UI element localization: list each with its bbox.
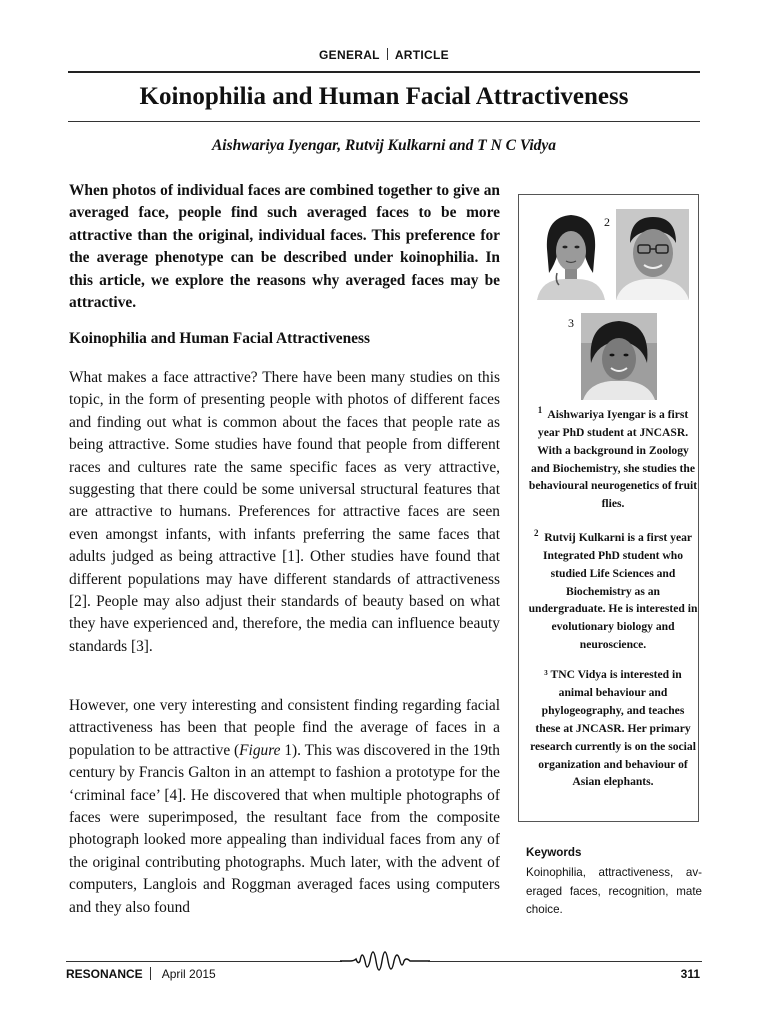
header-rule — [68, 71, 700, 73]
author-bio-1 — [528, 402, 698, 513]
author-bio-3 — [528, 666, 698, 791]
author-photo-1 — [533, 209, 608, 300]
body-paragraph-1 — [69, 367, 500, 658]
paragraph-text — [69, 695, 500, 919]
bio-text: Aishwariya Iyengar is a first year PhD student at JNCASR. With a background in Zoology and Biochemistry, she studies the behavioural neurogenetics of fruit flies. — [528, 407, 698, 511]
bio-number: 2 — [533, 528, 539, 538]
keywords-heading: Keywords — [526, 846, 582, 859]
author-list: Aishwariya Iyengar, Rutvij Kulkarni and T N C Vidya — [211, 137, 557, 154]
body-paragraph-2 — [69, 695, 500, 919]
abstract: When photos of individual faces are combined together to give an averaged face, people find such averaged faces to be more attractive than the original, individual faces. This preference for the average phenotype can be described under koinophilia. In this article, we explore the reasons why averaged faces may be attractive. — [69, 182, 500, 312]
footer-separator — [150, 967, 151, 980]
section-heading: Koinophilia and Human Facial Attractiveness — [69, 330, 370, 347]
photo-label-2: 2 — [604, 215, 610, 229]
photo-label-3: 3 — [568, 316, 574, 330]
article-title: Koinophilia and Human Facial Attractiveness — [139, 83, 629, 110]
page-number: 311 — [680, 967, 700, 981]
article-type-label: ARTICLE — [394, 48, 449, 62]
author-bio-2 — [528, 525, 698, 654]
figure-reference[interactable]: Figure — [239, 741, 281, 759]
section-header — [0, 48, 768, 62]
title-rule — [68, 121, 700, 122]
paragraph-text-end: 1). This was discovered in the 19th century by Francis Galton in an attempt to fashion a prototype for the ‘criminal face’ [4]. He discovered that when multiple photographs of faces were superimposed, the resultant face from the composite photograph looked more appealing than individual faces from any of the original contributing photographs. Much later, with the advent of computers, Langlois and Roggman averaged faces using computers and they also found — [69, 741, 501, 916]
journal-name: RESONANCE — [66, 967, 143, 981]
author-photo-3 — [581, 313, 657, 400]
footer-rule-left — [66, 961, 342, 962]
bio-number: 1 — [537, 405, 543, 415]
header-separator — [387, 48, 388, 60]
waveform-logo-icon — [340, 941, 430, 981]
bio-text: Rutvij Kulkarni is a first year Integrated PhD student who studied Life Sciences and Biochemistry as an undergraduate. He is interested in evolutionary biology and neuroscience. — [528, 530, 698, 652]
footer-rule-right — [428, 961, 702, 962]
bio-text: TNC Vidya is interested in animal behaviour and phylogeography, and teaches these at JNCASR. Her primary research currently is on the social organization and behaviour of Asian elephants. — [530, 668, 696, 789]
bio-number: ³ — [544, 668, 548, 681]
paragraph-text: What makes a face attractive? There have been many studies on this topic, in the form of presenting people with photos of different faces and finding out what is common about the faces that people rate as being attractive. Some studies have found that people from different races and cultures rate the same specific faces as very attractive, suggesting that there could be some universal structural features that are attractive to humans. Preferences for attractive faces are seen even amongst infants, with infants preferring the same faces that adults judged as being attractive [1]. Other studies have found that different populations may have different standards of attractiveness [2]. People may also adjust their standards of beauty based on what they have experienced and, therefore, the media can influence beauty standards [3]. — [69, 369, 500, 655]
footer-journal — [66, 967, 216, 981]
issue-date: April 2015 — [161, 967, 216, 981]
paragraph-text-start: However, one very interesting and consistent finding regarding facial attractiveness has been that people find the average of faces in a population to be attractive ( — [69, 697, 500, 759]
author-photo-2 — [616, 209, 689, 300]
section-label: GENERAL — [319, 48, 380, 62]
keywords-list: Koinophilia, attractiveness, averaged faces, recognition, mate choice. — [526, 866, 702, 917]
